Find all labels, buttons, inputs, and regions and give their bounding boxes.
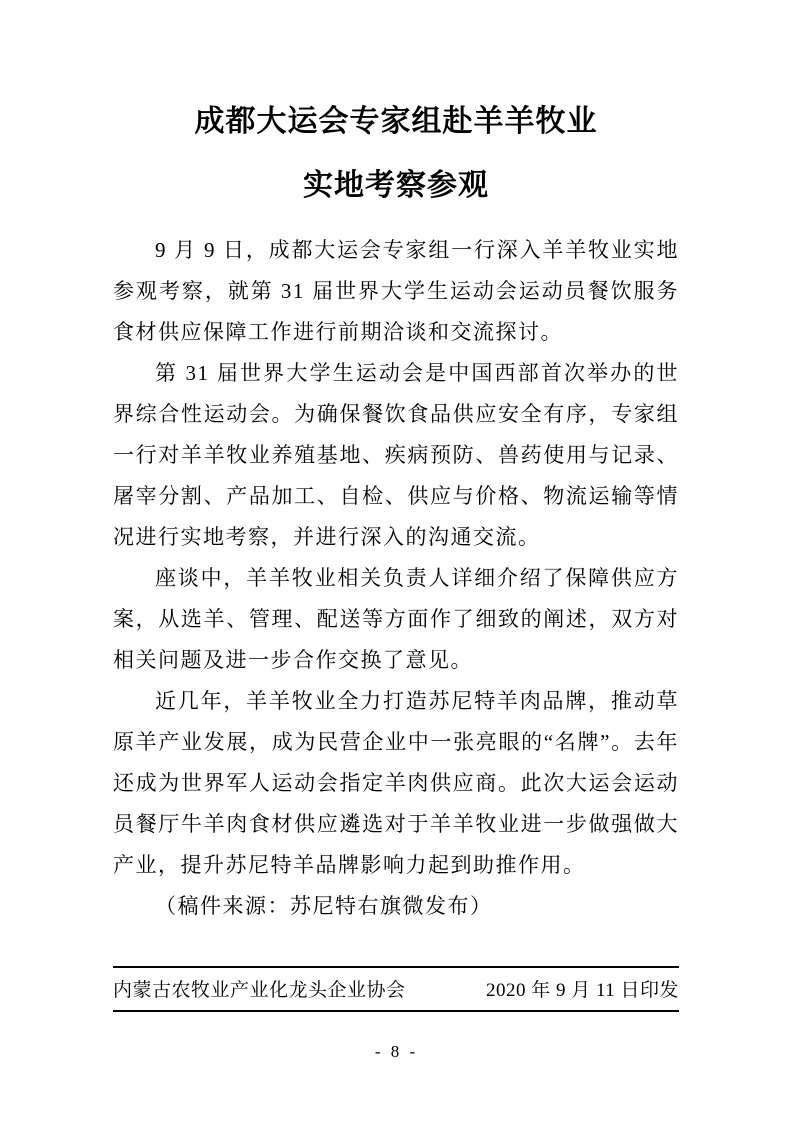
document-title-line2: 实地考察参观 xyxy=(303,169,489,202)
document-body xyxy=(113,230,679,927)
footer-print-date: 2020 年 9 月 11 日印发 xyxy=(485,980,679,1001)
footer-band xyxy=(113,966,679,1012)
document-title-line1: 成都大运会专家组赴羊羊牧业 xyxy=(194,105,598,138)
paragraph-2: 第 31 届世界大学生运动会是中国西部首次举办的世界综合性运动会。为确保餐饮食品供应安全有序，专家组一行对羊羊牧业养殖基地、疾病预防、兽药使用与记录、屠宰分割、产品加工、自检、供应与价格、物流运输等情况进行实地考察，并进行深入的沟通交流。 xyxy=(113,361,679,549)
paragraph-3: 座谈中，羊羊牧业相关负责人详细介绍了保障供应方案，从选羊、管理、配送等方面作了细致的阐述，双方对相关问题及进一步合作交换了意见。 xyxy=(113,566,679,672)
document-content xyxy=(113,0,679,927)
paragraph-4: 近几年，羊羊牧业全力打造苏尼特羊肉品牌，推动草原羊产业发展，成为民营企业中一张亮眼的“名牌”。去年还成为世界军人运动会指定羊肉供应商。此次大运会运动员餐厅牛羊肉食材供应遴选对于羊羊牧业进一步做强做大产业，提升苏尼特羊品牌影响力起到助推作用。 xyxy=(113,689,679,877)
source-attribution: （稿件来源：苏尼特右旗微发布） xyxy=(155,894,493,918)
footer-issuer: 内蒙古农牧业产业化龙头企业协会 xyxy=(113,980,406,1001)
page-number: - 8 - xyxy=(374,1042,419,1061)
paragraph-1: 9 月 9 日，成都大运会专家组一行深入羊羊牧业实地参观考察，就第 31 届世界大学生运动会运动员餐饮服务食材供应保障工作进行前期洽谈和交流探讨。 xyxy=(113,238,679,344)
